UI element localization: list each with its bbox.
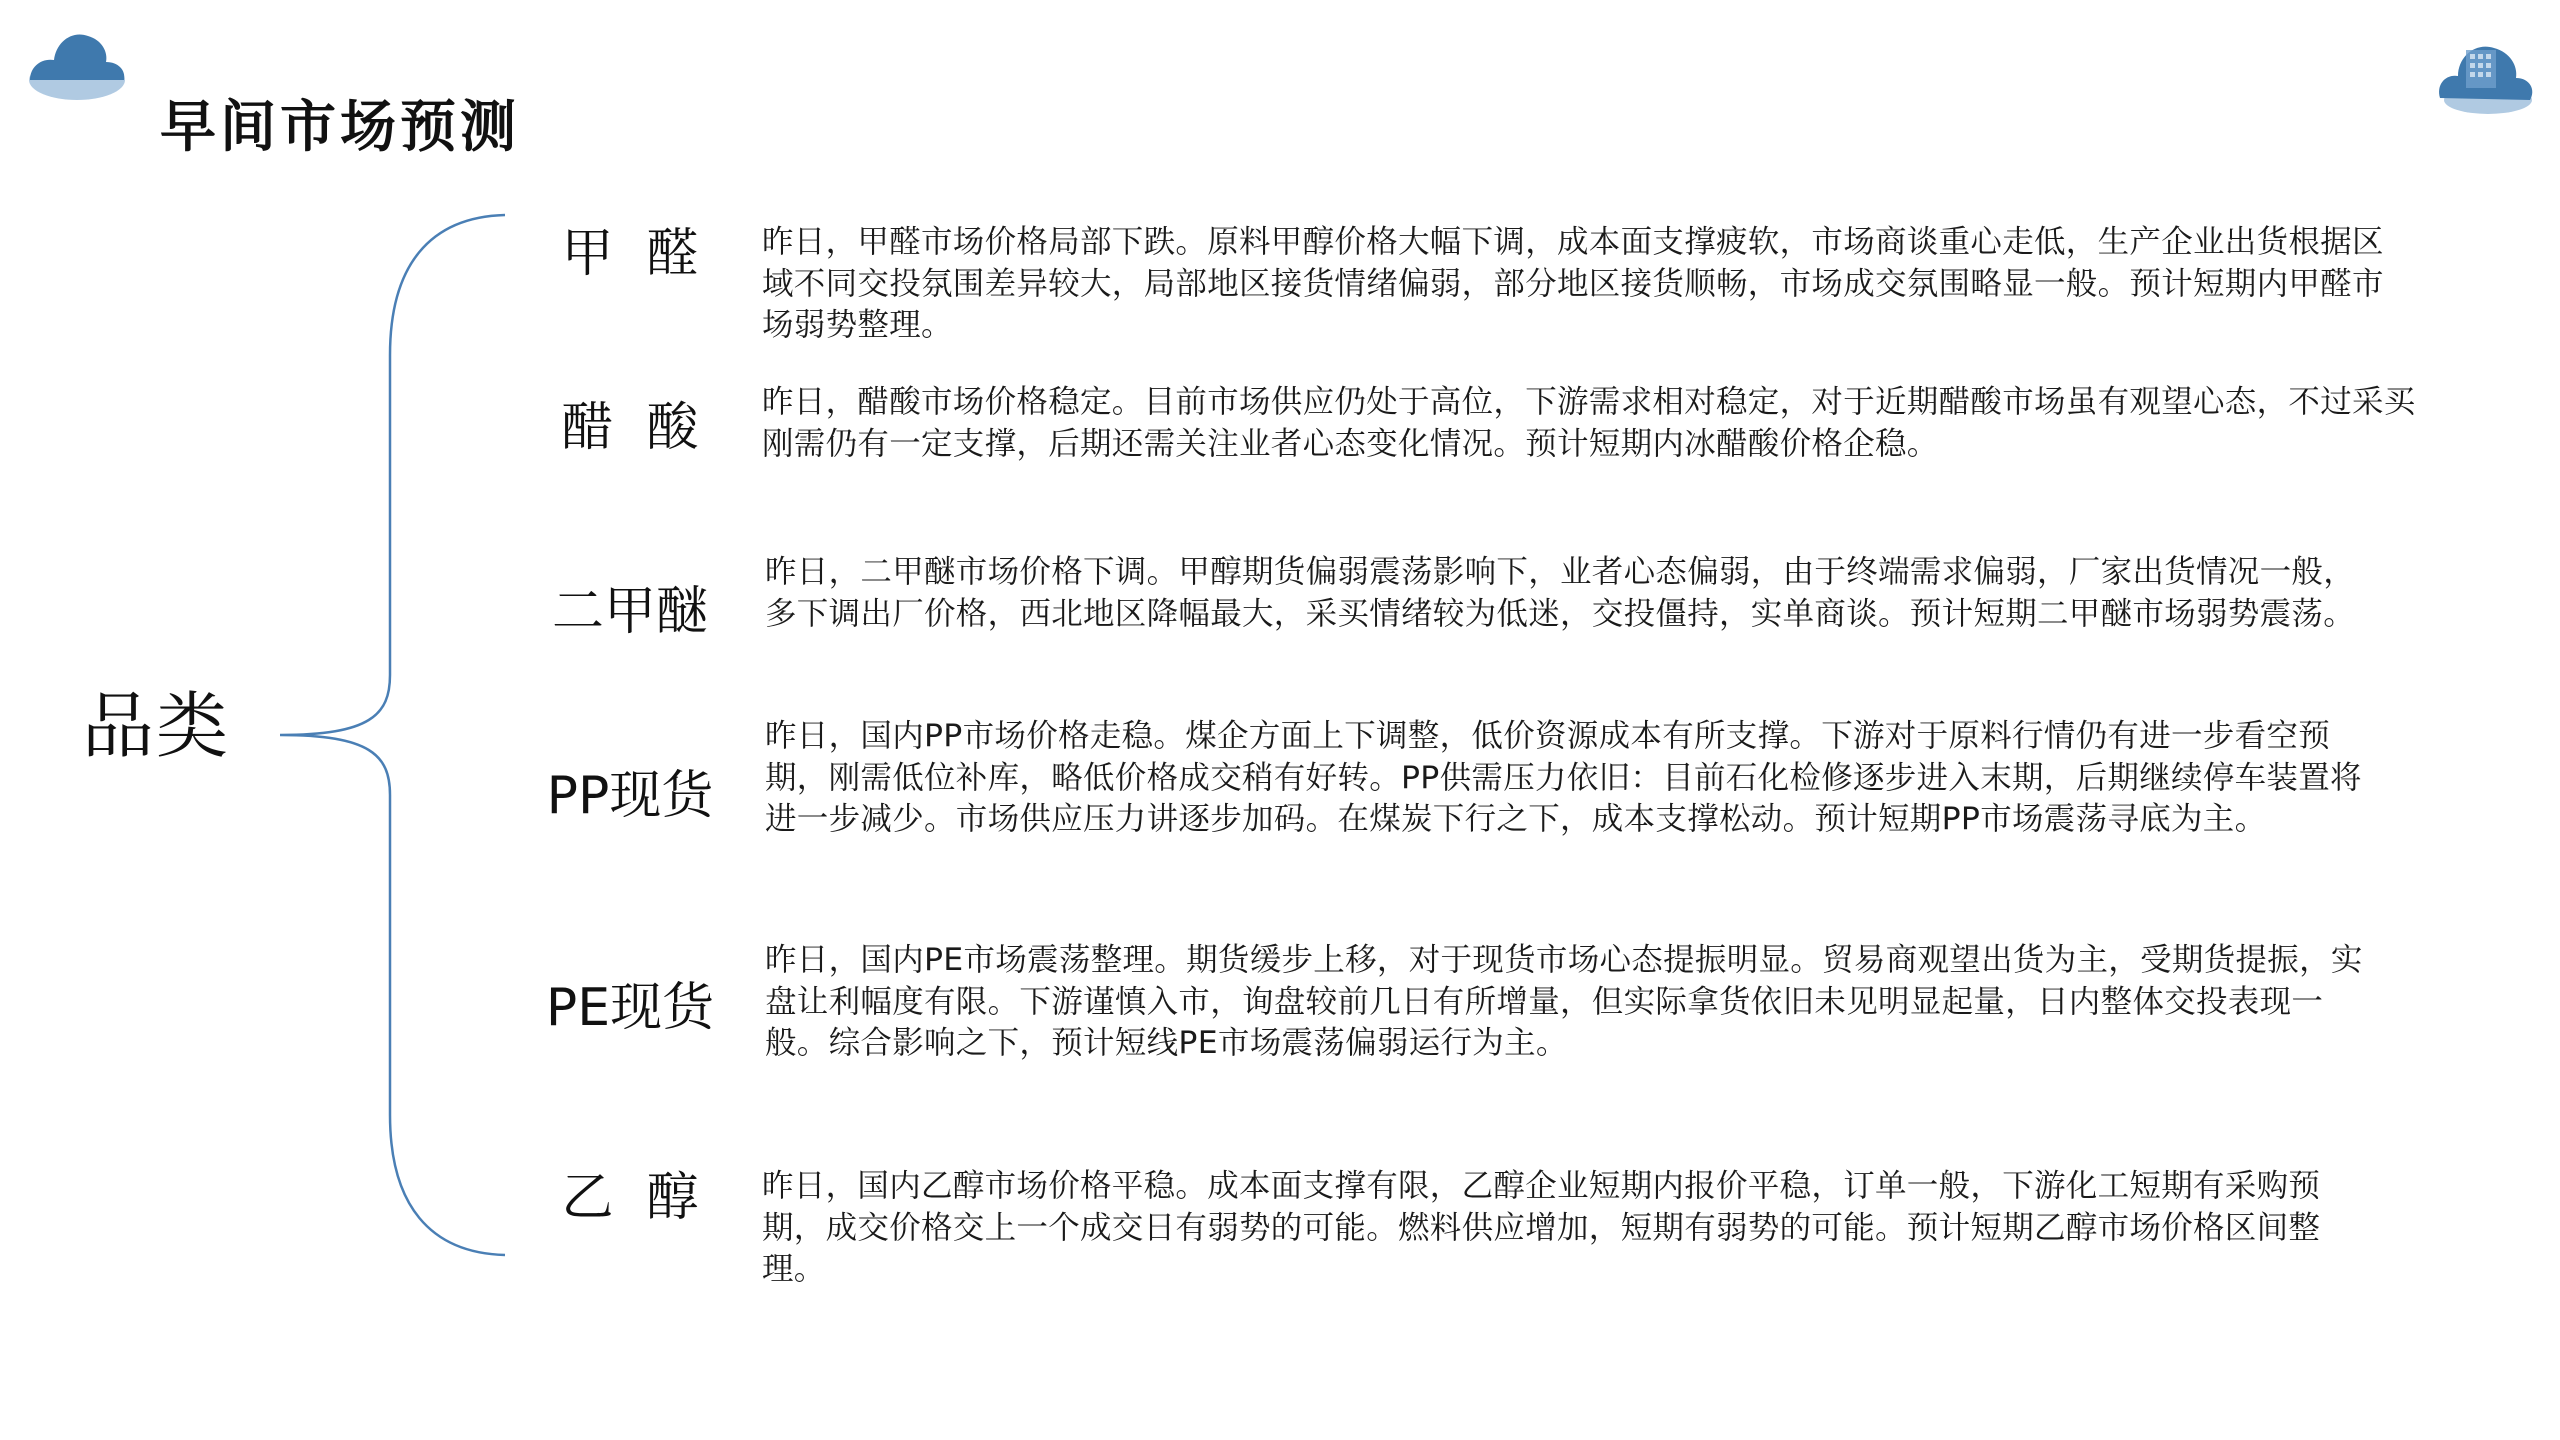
item-description-ethanol: 昨日，国内乙醇市场价格平稳。成本面支撑有限，乙醇企业短期内报价平稳，订单一般，下游化工短期有采购预期，成交价格交上一个成交日有弱势的可能。燃料供应增加，短期有弱势的可能。预计短期乙醇市场价格区间整理。 [762, 1168, 2321, 1287]
item-description-pe-spot: 昨日，国内PE市场震荡整理。期货缓步上移，对于现货市场心态提振明显。贸易商观望出货为主，受期货提振，实盘让利幅度有限。下游谨慎入市，询盘较前几日有所增量，但实际拿货依旧未见明显起量，日内整体交投表现一般。综合影响之下，预计短线PE市场震荡偏弱运行为主。 [765, 942, 2363, 1061]
item-description-pp-spot: 昨日，国内PP市场价格走稳。煤企方面上下调整，低价资源成本有所支撑。下游对于原料行情仍有进一步看空预期，刚需低位补库，略低价格成交稍有好转。PP供需压力依旧：目前石化检修逐步进入末期，后期继续停车装置将进一步减少。市场供应压力讲逐步加码。在煤炭下行之下，成本支撑松动。预计短期PP市场震荡寻底为主。 [765, 718, 2362, 837]
item-name-acetic-acid: 醋 酸 [561, 398, 699, 458]
item-name-ethanol: 乙 醇 [561, 1168, 699, 1228]
item-name-dimethyl-ether: 二甲醚 [551, 582, 708, 642]
category-label: 品类 [82, 684, 231, 768]
curly-brace [260, 205, 510, 1265]
item-description-formaldehyde: 昨日，甲醛市场价格局部下跌。原料甲醇价格大幅下调，成本面支撑疲软，市场商谈重心走低，生产企业出货根据区域不同交投氛围差异较大，局部地区接货情绪偏弱，部分地区接货顺畅，市场成交氛围略显一般。预计短期内甲醛市场弱势整理。 [762, 224, 2384, 343]
cloud-icon [22, 18, 132, 108]
item-description-acetic-acid: 昨日，醋酸市场价格稳定。目前市场供应仍处于高位，下游需求相对稳定，对于近期醋酸市场虽有观望心态，不过采买刚需仍有一定支撑，后期还需关注业者心态变化情况。预计短期内冰醋酸价格企稳。 [762, 384, 2416, 462]
cloud-building-icon [2430, 20, 2540, 120]
item-description-dimethyl-ether: 昨日，二甲醚市场价格下调。甲醇期货偏弱震荡影响下，业者心态偏弱，由于终端需求偏弱，厂家出货情况一般，多下调出厂价格，西北地区降幅最大，采买情绪较为低迷，交投僵持，实单商谈。预计短期二甲醚市场弱势震荡。 [765, 554, 2356, 632]
item-name-pp-spot: PP现货 [546, 766, 714, 826]
page-title: 早间市场预测 [160, 95, 520, 160]
item-name-pe-spot: PE现货 [545, 978, 715, 1038]
item-name-formaldehyde: 甲 醛 [561, 224, 699, 284]
